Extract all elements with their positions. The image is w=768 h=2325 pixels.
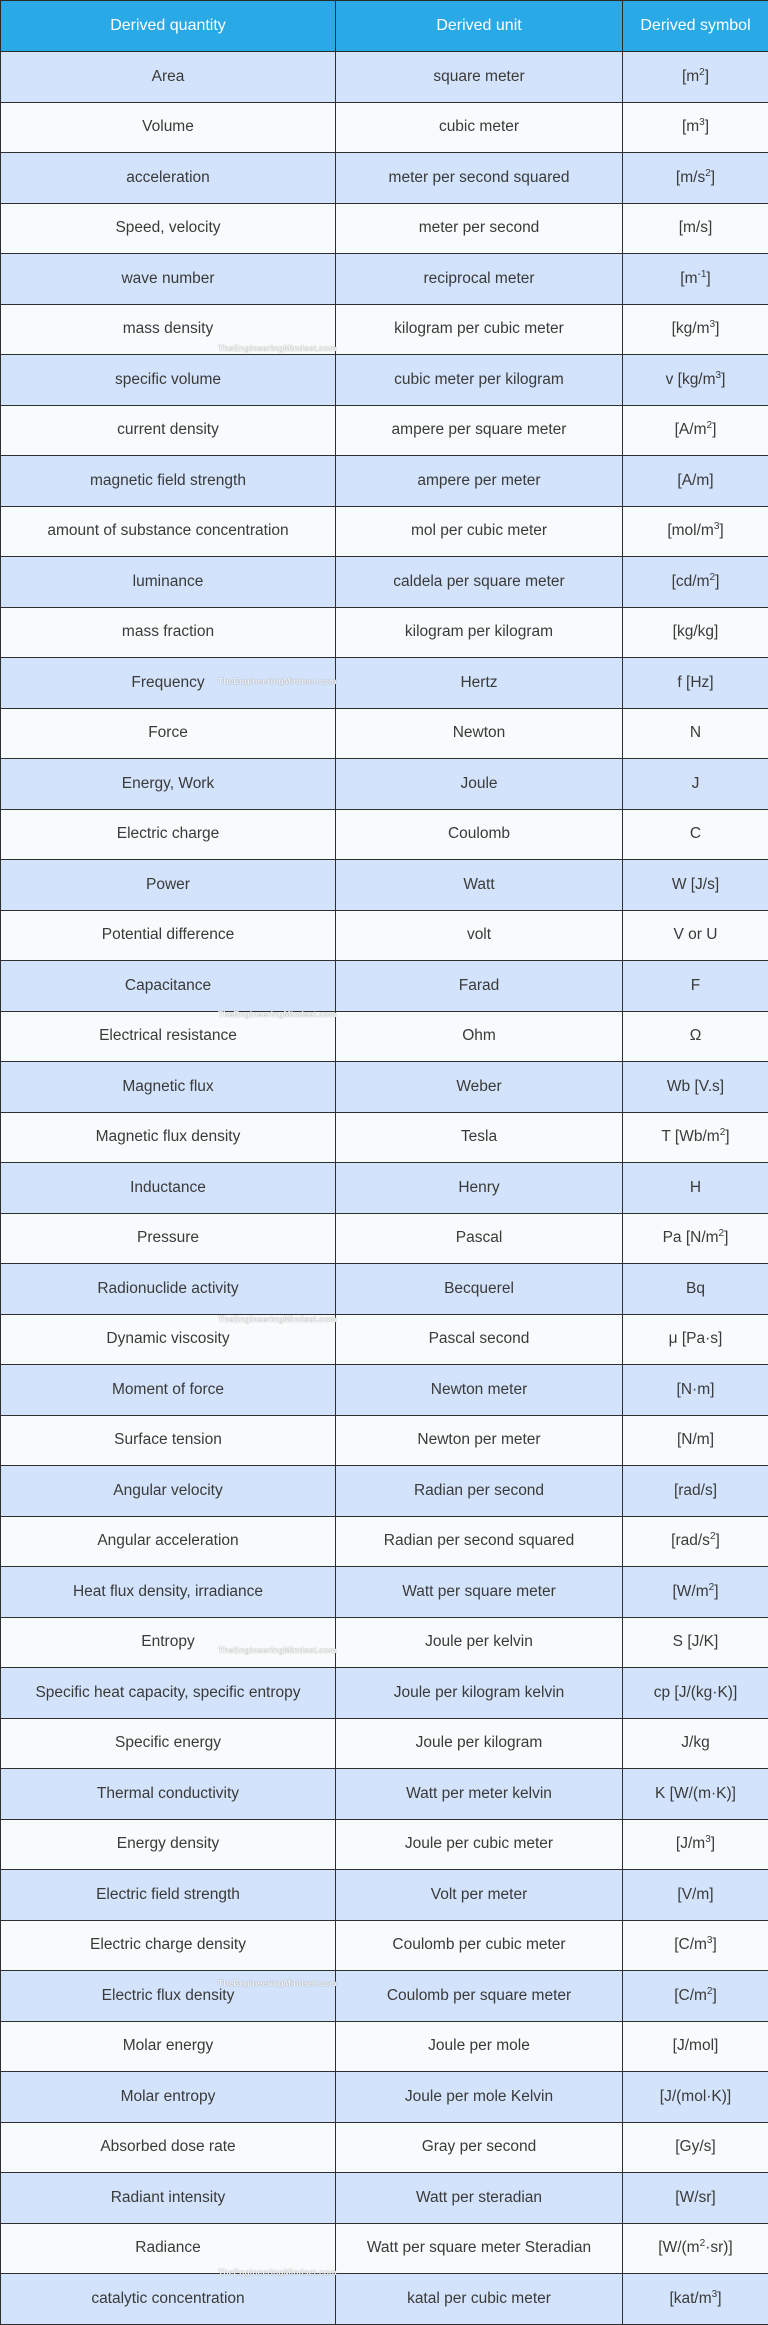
derived-unit-cell: Henry (336, 1163, 623, 1214)
symbol-superscript: 2 (707, 1986, 713, 1997)
derived-quantity-cell: Molar entropy (1, 2072, 336, 2123)
derived-unit-cell: mol per cubic meter (336, 506, 623, 557)
derived-symbol-cell (623, 607, 768, 658)
watermark-text: TheEngineeringMindset.com (218, 2267, 337, 2277)
derived-symbol-cell (623, 405, 768, 456)
symbol-text: [mol/m (667, 522, 714, 539)
symbol-tail: ] (712, 1987, 716, 2004)
derived-quantity-cell: Heat flux density, irradiance (1, 1567, 336, 1618)
symbol-text: [m (682, 118, 699, 135)
derived-quantity-cell: Thermal conductivity (1, 1769, 336, 1820)
table-row (1, 1819, 768, 1870)
derived-symbol-cell (623, 1466, 768, 1517)
derived-unit-cell: Joule per mole Kelvin (336, 2072, 623, 2123)
derived-symbol-cell (623, 304, 768, 355)
table-row (1, 1112, 768, 1163)
table-row (1, 1264, 768, 1315)
header-derived-symbol: Derived symbol (623, 1, 768, 52)
derived-symbol-cell (623, 1516, 768, 1567)
derived-symbol-cell (623, 1567, 768, 1618)
table-row (1, 102, 768, 153)
symbol-text: [J/mol] (673, 2037, 719, 2054)
table-row (1, 254, 768, 305)
derived-quantity-cell: Electrical resistance (1, 1011, 336, 1062)
derived-symbol-cell (623, 1819, 768, 1870)
table-row (1, 961, 768, 1012)
header-derived-quantity: Derived quantity (1, 1, 336, 52)
derived-quantity-cell: Radionuclide activity (1, 1264, 336, 1315)
table-row (1, 456, 768, 507)
symbol-text: C (690, 825, 701, 842)
symbol-text: [m (680, 270, 697, 287)
derived-unit-cell: Becquerel (336, 1264, 623, 1315)
derived-symbol-cell (623, 456, 768, 507)
derived-quantity-cell: Molar energy (1, 2021, 336, 2072)
symbol-text: [A/m] (677, 472, 713, 489)
symbol-text: [J/(mol·K)] (660, 2088, 731, 2105)
derived-quantity-cell: Angular acceleration (1, 1516, 336, 1567)
symbol-text: [W/sr] (675, 2189, 715, 2206)
symbol-text: T [Wb/m (661, 1128, 719, 1145)
derived-symbol-cell (623, 102, 768, 153)
symbol-text: V or U (674, 926, 718, 943)
derived-symbol-cell (623, 1163, 768, 1214)
derived-unit-cell: cubic meter (336, 102, 623, 153)
table-row (1, 1870, 768, 1921)
symbol-text: [cd/m (672, 573, 710, 590)
derived-unit-cell: Tesla (336, 1112, 623, 1163)
derived-quantity-cell: Specific heat capacity, specific entropy (1, 1668, 336, 1719)
derived-unit-cell: Joule per mole (336, 2021, 623, 2072)
symbol-superscript: 3 (712, 2289, 718, 2300)
derived-unit-cell: caldela per square meter (336, 557, 623, 608)
symbol-superscript: 3 (716, 370, 722, 381)
derived-symbol-cell (623, 2122, 768, 2173)
derived-unit-cell: Watt per square meter (336, 1567, 623, 1618)
symbol-tail: ] (714, 1583, 718, 1600)
derived-quantity-cell: Electric flux density (1, 1971, 336, 2022)
symbol-text: [rad/s] (674, 1482, 717, 1499)
derived-unit-cell: Radian per second (336, 1466, 623, 1517)
symbol-text: [Gy/s] (675, 2138, 715, 2155)
table-row (1, 2021, 768, 2072)
derived-unit-cell: kilogram per kilogram (336, 607, 623, 658)
table-header (1, 1, 768, 52)
derived-unit-cell: square meter (336, 52, 623, 103)
derived-symbol-cell (623, 1112, 768, 1163)
derived-quantity-cell: Angular velocity (1, 1466, 336, 1517)
derived-quantity-cell: Electric charge (1, 809, 336, 860)
symbol-text: [C/m (674, 1936, 707, 1953)
derived-unit-cell: Joule (336, 759, 623, 810)
derived-quantity-cell: Moment of force (1, 1365, 336, 1416)
derived-quantity-cell: specific volume (1, 355, 336, 406)
derived-symbol-cell (623, 1011, 768, 1062)
symbol-text: [N/m] (677, 1431, 714, 1448)
derived-unit-cell: Weber (336, 1062, 623, 1113)
symbol-tail: ] (719, 522, 723, 539)
header-row (1, 1, 768, 52)
derived-symbol-cell (623, 52, 768, 103)
symbol-text: [V/m] (677, 1886, 713, 1903)
table-row (1, 759, 768, 810)
symbol-superscript: 2 (709, 1582, 715, 1593)
table-row (1, 1567, 768, 1618)
derived-quantity-cell: Capacitance (1, 961, 336, 1012)
derived-quantity-cell: wave number (1, 254, 336, 305)
derived-unit-cell: Joule per cubic meter (336, 1819, 623, 1870)
derived-symbol-cell (623, 1314, 768, 1365)
symbol-tail: ] (705, 118, 709, 135)
symbol-text: [W/m (672, 1583, 708, 1600)
table-row (1, 355, 768, 406)
derived-unit-cell: Joule per kilogram (336, 1718, 623, 1769)
derived-symbol-cell (623, 961, 768, 1012)
symbol-text: H (690, 1179, 701, 1196)
symbol-tail: ] (717, 2290, 721, 2307)
table-row (1, 405, 768, 456)
table-row (1, 1415, 768, 1466)
derived-quantity-cell: Pressure (1, 1213, 336, 1264)
table-row (1, 708, 768, 759)
symbol-tail: ] (711, 169, 715, 186)
table-row (1, 658, 768, 709)
table-row (1, 1668, 768, 1719)
derived-symbol-cell (623, 1769, 768, 1820)
derived-unit-cell: Ohm (336, 1011, 623, 1062)
symbol-text: [kg/kg] (673, 623, 719, 640)
table-row (1, 2274, 768, 2325)
symbol-tail: ] (715, 573, 719, 590)
symbol-superscript: 3 (699, 117, 705, 128)
derived-symbol-cell (623, 506, 768, 557)
derived-unit-cell: Coulomb per cubic meter (336, 1920, 623, 1971)
symbol-superscript: 2 (705, 168, 711, 179)
symbol-text: [C/m (674, 1987, 707, 2004)
derived-unit-cell: Volt per meter (336, 1870, 623, 1921)
watermark-text: TheEngineeringMindset.com (218, 343, 337, 353)
symbol-text: F (691, 977, 700, 994)
derived-symbol-cell (623, 1617, 768, 1668)
table-row (1, 1769, 768, 1820)
symbol-text: W [J/s] (672, 876, 719, 893)
derived-quantity-cell: Dynamic viscosity (1, 1314, 336, 1365)
table-row (1, 557, 768, 608)
derived-quantity-cell: Volume (1, 102, 336, 153)
symbol-text: N (690, 724, 701, 741)
derived-quantity-cell: Speed, velocity (1, 203, 336, 254)
derived-quantity-cell: Surface tension (1, 1415, 336, 1466)
derived-unit-cell: Watt (336, 860, 623, 911)
derived-symbol-cell (623, 2021, 768, 2072)
derived-quantity-cell: Electric charge density (1, 1920, 336, 1971)
derived-quantity-cell: current density (1, 405, 336, 456)
table-body (1, 52, 768, 2325)
derived-symbol-cell (623, 2173, 768, 2224)
symbol-text: Bq (686, 1280, 705, 1297)
header-derived-unit: Derived unit (336, 1, 623, 52)
derived-unit-cell: kilogram per cubic meter (336, 304, 623, 355)
derived-unit-cell: Hertz (336, 658, 623, 709)
symbol-text: J/kg (681, 1734, 709, 1751)
derived-quantity-cell: catalytic concentration (1, 2274, 336, 2325)
symbol-tail: ] (716, 1532, 720, 1549)
symbol-superscript: 2 (719, 1228, 725, 1239)
derived-unit-cell: Newton per meter (336, 1415, 623, 1466)
table-row (1, 52, 768, 103)
symbol-text: Wb [V.s] (667, 1078, 724, 1095)
derived-symbol-cell (623, 1365, 768, 1416)
derived-symbol-cell (623, 910, 768, 961)
derived-symbol-cell (623, 153, 768, 204)
derived-symbol-cell (623, 557, 768, 608)
symbol-tail: ] (721, 371, 725, 388)
symbol-superscript: 2 (710, 1531, 716, 1542)
symbol-tail: ] (725, 1128, 729, 1145)
table-row (1, 304, 768, 355)
watermark-text: TheEngineeringMindset.com (218, 1978, 337, 1988)
symbol-superscript: 3 (714, 521, 720, 532)
symbol-text: [kat/m (669, 2290, 711, 2307)
table-row (1, 1466, 768, 1517)
symbol-superscript: 2 (699, 67, 705, 78)
table-row (1, 2223, 768, 2274)
table-row (1, 1516, 768, 1567)
derived-quantity-cell: Magnetic flux density (1, 1112, 336, 1163)
symbol-text: [N·m] (677, 1381, 715, 1398)
symbol-text: [rad/s (671, 1532, 710, 1549)
derived-unit-cell: Joule per kelvin (336, 1617, 623, 1668)
derived-unit-cell: Watt per steradian (336, 2173, 623, 2224)
derived-unit-cell: Watt per square meter Steradian (336, 2223, 623, 2274)
derived-unit-cell: Coulomb (336, 809, 623, 860)
table-row (1, 1314, 768, 1365)
derived-unit-cell: Coulomb per square meter (336, 1971, 623, 2022)
symbol-tail: ] (706, 270, 710, 287)
derived-quantity-cell: magnetic field strength (1, 456, 336, 507)
symbol-text: [J/m (676, 1835, 705, 1852)
table-row (1, 1971, 768, 2022)
derived-quantity-cell: Potential difference (1, 910, 336, 961)
derived-symbol-cell (623, 860, 768, 911)
derived-symbol-cell (623, 1213, 768, 1264)
table-row (1, 2173, 768, 2224)
symbol-text: [m (682, 68, 699, 85)
symbol-text: μ [Pa·s] (669, 1330, 723, 1347)
symbol-text: Pa [N/m (663, 1229, 719, 1246)
derived-symbol-cell (623, 1870, 768, 1921)
derived-unit-cell: Farad (336, 961, 623, 1012)
derived-unit-cell: reciprocal meter (336, 254, 623, 305)
symbol-text: S [J/K] (673, 1633, 719, 1650)
table-row (1, 153, 768, 204)
symbol-text: [W/(m (658, 2239, 699, 2256)
derived-unit-cell: Pascal (336, 1213, 623, 1264)
derived-symbol-cell (623, 809, 768, 860)
derived-quantity-cell: Force (1, 708, 336, 759)
symbol-tail: ] (724, 1229, 728, 1246)
derived-quantity-cell: Entropy (1, 1617, 336, 1668)
table-row (1, 607, 768, 658)
derived-unit-cell: ampere per meter (336, 456, 623, 507)
derived-quantity-cell: Magnetic flux (1, 1062, 336, 1113)
derived-quantity-cell: Specific energy (1, 1718, 336, 1769)
derived-symbol-cell (623, 203, 768, 254)
derived-quantity-cell: Frequency (1, 658, 336, 709)
derived-quantity-cell: Radiant intensity (1, 2173, 336, 2224)
symbol-superscript: 2 (700, 2238, 706, 2249)
symbol-text: [m/s] (679, 219, 713, 236)
derived-symbol-cell (623, 2223, 768, 2274)
derived-quantity-cell: luminance (1, 557, 336, 608)
derived-quantity-cell: Energy density (1, 1819, 336, 1870)
derived-symbol-cell (623, 759, 768, 810)
table-row (1, 910, 768, 961)
table-row (1, 2072, 768, 2123)
symbol-text: [kg/m (672, 320, 710, 337)
symbol-superscript: 2 (720, 1127, 726, 1138)
table-row (1, 1617, 768, 1668)
symbol-tail: ] (715, 320, 719, 337)
derived-quantity-cell: mass density (1, 304, 336, 355)
derived-symbol-cell (623, 355, 768, 406)
symbol-superscript: 3 (710, 319, 716, 330)
symbol-text: [m/s (676, 169, 705, 186)
symbol-tail: ·sr)] (705, 2239, 733, 2256)
symbol-tail: ] (711, 1835, 715, 1852)
derived-quantity-cell: Power (1, 860, 336, 911)
derived-unit-cell: Radian per second squared (336, 1516, 623, 1567)
table-row (1, 1213, 768, 1264)
derived-symbol-cell (623, 708, 768, 759)
derived-unit-cell: ampere per square meter (336, 405, 623, 456)
derived-unit-cell: volt (336, 910, 623, 961)
derived-symbol-cell (623, 1718, 768, 1769)
watermark-text: TheEngineeringMindset.com (218, 1314, 337, 1324)
derived-symbol-cell (623, 2274, 768, 2325)
watermark-text: TheEngineeringMindset.com (218, 676, 337, 686)
derived-unit-cell: meter per second (336, 203, 623, 254)
derived-unit-cell: katal per cubic meter (336, 2274, 623, 2325)
derived-unit-cell: Gray per second (336, 2122, 623, 2173)
table-row (1, 809, 768, 860)
symbol-text: cp [J/(kg·K)] (654, 1684, 738, 1701)
derived-unit-cell: Newton meter (336, 1365, 623, 1416)
table-row (1, 506, 768, 557)
derived-unit-cell: cubic meter per kilogram (336, 355, 623, 406)
table-row (1, 1163, 768, 1214)
symbol-tail: ] (712, 1936, 716, 1953)
symbol-superscript: 3 (707, 1935, 713, 1946)
symbol-text: [A/m (675, 421, 707, 438)
derived-quantity-cell: Energy, Work (1, 759, 336, 810)
derived-quantity-cell: Inductance (1, 1163, 336, 1214)
derived-symbol-cell (623, 1062, 768, 1113)
derived-quantity-cell: Area (1, 52, 336, 103)
symbol-superscript: 2 (707, 420, 713, 431)
table-row (1, 1365, 768, 1416)
symbol-tail: ] (705, 68, 709, 85)
symbol-text: J (692, 775, 700, 792)
symbol-superscript: 3 (705, 1834, 711, 1845)
derived-quantity-cell: acceleration (1, 153, 336, 204)
derived-unit-cell: Newton (336, 708, 623, 759)
derived-quantity-cell: Electric field strength (1, 1870, 336, 1921)
table-row (1, 1062, 768, 1113)
derived-symbol-cell (623, 658, 768, 709)
derived-symbol-cell (623, 1668, 768, 1719)
derived-symbol-cell (623, 1920, 768, 1971)
derived-unit-cell: Watt per meter kelvin (336, 1769, 623, 1820)
symbol-text: Ω (690, 1027, 702, 1044)
symbol-superscript: -1 (698, 269, 707, 280)
derived-quantity-cell: Absorbed dose rate (1, 2122, 336, 2173)
watermark-text: TheEngineeringMindset.com (218, 1645, 337, 1655)
derived-symbol-cell (623, 1971, 768, 2022)
watermark-text: TheEngineeringMindset.com (218, 1009, 337, 1019)
symbol-text: K [W/(m·K)] (655, 1785, 736, 1802)
derived-unit-cell: meter per second squared (336, 153, 623, 204)
derived-symbol-cell (623, 254, 768, 305)
derived-unit-cell: Joule per kilogram kelvin (336, 1668, 623, 1719)
table-row (1, 1718, 768, 1769)
table-row (1, 1011, 768, 1062)
derived-symbol-cell (623, 1415, 768, 1466)
table-row (1, 2122, 768, 2173)
symbol-tail: ] (712, 421, 716, 438)
symbol-text: f [Hz] (677, 674, 713, 691)
table-row (1, 1920, 768, 1971)
derived-quantity-cell: amount of substance concentration (1, 506, 336, 557)
derived-quantity-cell: Radiance (1, 2223, 336, 2274)
symbol-superscript: 2 (710, 572, 716, 583)
derived-quantity-cell: mass fraction (1, 607, 336, 658)
symbol-text: v [kg/m (666, 371, 716, 388)
derived-symbol-cell (623, 1264, 768, 1315)
derived-unit-cell: Pascal second (336, 1314, 623, 1365)
derived-symbol-cell (623, 2072, 768, 2123)
table-row (1, 203, 768, 254)
table-row (1, 860, 768, 911)
